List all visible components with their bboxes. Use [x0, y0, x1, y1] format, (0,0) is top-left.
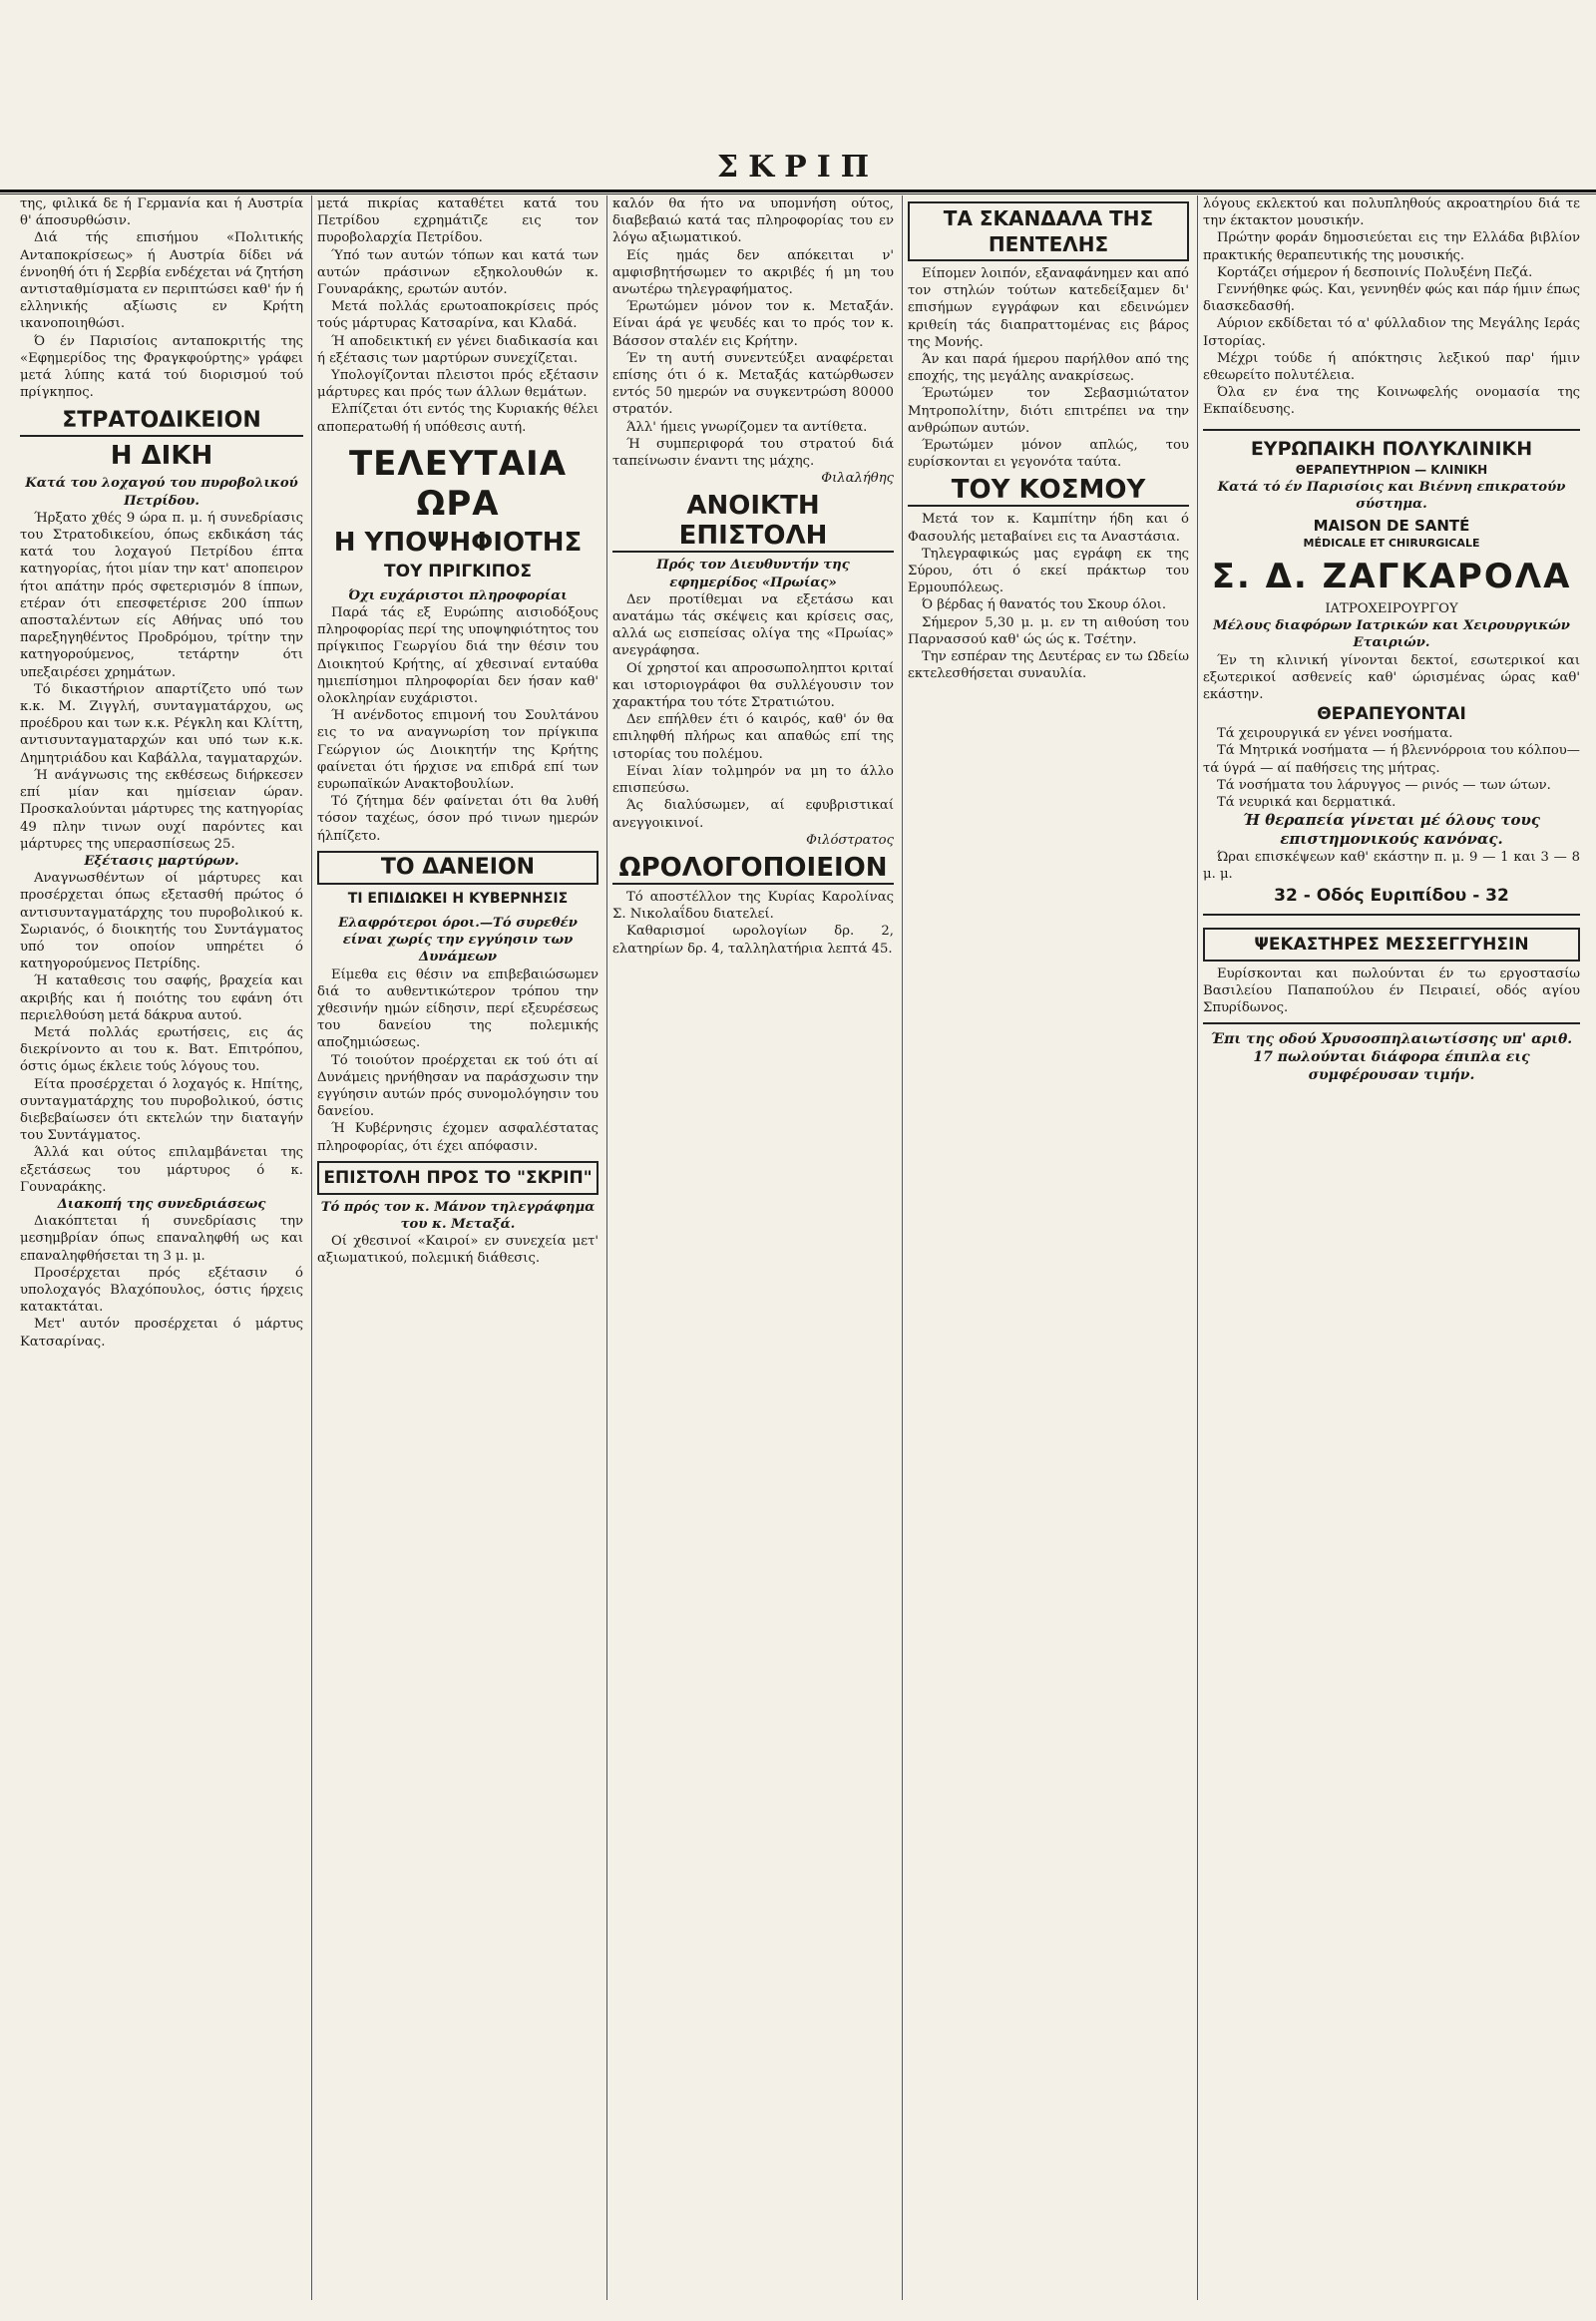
- paragraph: Δεν προτίθεμαι να εξετάσω και ανατάμω τάς σκέψεις και κρίσεις σας, αλλά ως εισπείσας ολίγα της «Πρωίας» ανεγράφησα.: [612, 591, 894, 659]
- ad-heading: ΨΕΚΑΣΤΗΡΕΣ ΜΕΣΣΕΓΓΥΗΣΙΝ: [1203, 928, 1580, 962]
- paragraph: Καθαρισμοί ωρολογίων δρ. 2, ελατηρίων δρ. 4, ταλληλατήρια λεπτά 45.: [612, 924, 894, 957]
- column-divider: [1197, 195, 1198, 2300]
- boxed-heading: ΤΑ ΣΚΑΝΔΑΛΑ ΤΗΣ ΠΕΝΤΕΛΗΣ: [908, 201, 1189, 261]
- paragraph: Ή αποδεικτική εν γένει διαδικασία και ή εξέτασις των μαρτύρων συνεχίζεται.: [317, 333, 598, 366]
- paragraph: Διακόπτεται ή συνεδρίασις την μεσημβρίαν όπως επαναληφθή ως και επαναληφθήσεται τη 3 μ. μ.: [20, 1214, 303, 1264]
- masthead-rule: [0, 190, 1596, 193]
- paragraph: Την εσπέραν της Δευτέρας εν τω Ωδείω εκτελεσθήσεται συναυλία.: [908, 649, 1189, 682]
- paragraph: Κορτάζει σήμερον ή δεσποινίς Πολυξένη Πεζά.: [1217, 264, 1533, 280]
- paragraph: Ύπό των αυτών τόπων και κατά των αυτών πράσινων εξηκολουθών κ. Γουναράκης, ερωτών αυτόν.: [317, 247, 598, 298]
- subheading: Τό πρός τον κ. Μάνον τηλεγράφημα του κ. Μεταξά.: [320, 1199, 596, 1232]
- paragraph: Ό έν Παρισίοις ανταποκριτής της «Εφημερίδος της Φραγκφούρτης» γράφει μετά λύπης κατά τού διορισμού τού πρίγκηπος.: [20, 333, 303, 401]
- subtitle: Κατά του λοχαγού του πυροβολικού Πετρίδου.: [25, 476, 298, 509]
- ad-french-subtitle: MÉDICALE ET CHIRURGICALE: [1303, 537, 1480, 551]
- headline: ΤΟΥ ΚΟΣΜΟΥ: [908, 475, 1189, 507]
- paragraph: Ή συμπεριφορά του στρατού διά ταπείνωσιν έναντι της μάχης.: [612, 436, 894, 470]
- column-4: [908, 195, 1189, 2300]
- paragraph: Είναι λίαν τολμηρόν να μη το άλλο επισπεύσω.: [612, 763, 894, 797]
- paragraph: Είπομεν λοιπόν, εξαναφάνημεν και από τον στηλών τούτων κατεδείξαμεν δι' επισήμων εγγράφων και εδεινώμεν κριθείη τάς διαπραττομένας εις βάρος της Μονής.: [908, 266, 1189, 350]
- paragraph: Άς διαλύσωμεν, αί εφυβριστικαί ανεγγοικινοί.: [612, 798, 894, 831]
- paragraph: Άν και παρά ήμερου παρήλθον από της εποχής, της μεγάλης ανακρίσεως.: [908, 352, 1189, 385]
- paragraph: Υπολογίζονται πλειστοι πρός εξέτασιν μάρτυρες και πρός των άλλων θεμάτων.: [317, 368, 598, 401]
- ad-heading: ΕΥΡΩΠΑΙΚΗ ΠΟΛΥΚΛΙΝΙΚΗ: [1250, 437, 1533, 460]
- masthead-title: ΣΚΡΙΠ: [716, 150, 880, 185]
- ad-emphasis: Ή θεραπεία γίνεται μέ όλους τους επιστημονικούς κανόνας.: [1242, 811, 1541, 849]
- boxed-heading: ΤΟ ΔΑΝΕΙΟΝ: [317, 851, 598, 885]
- paragraph: Ή καταθεσις του σαφής, βραχεία και ακριβής και ή ποιότης του εφάνη ότι περιελθούση μετά δάκρυα αυτού.: [20, 973, 303, 1023]
- paragraph: Είτα προσέρχεται ό λοχαγός κ. Ηπίτης, συνταγματάρχης του πυροβολικού, όστις διεβεβαίωσεν ότι εκτελών την διαταγήν του Συντάγματος.: [20, 1076, 303, 1144]
- column-divider: [311, 195, 312, 2300]
- ad-paragraph: Έν τη κλινική γίνονται δεκτοί, εσωτερικοί και εξωτερικοί ασθενείς καθ' ώρισμένας ώρας καθ' εκάστην.: [1203, 652, 1580, 703]
- paragraph: Ή ανένδοτος επιμονή του Σουλτάνου εις το να αναγνωρίση τον πρίγκιπα Γεώργιον ώς Διοικητήν της Κρήτης φαίνεται ότι ήρχισε να επιδρά επί των ευρωπαϊκών Ανακτοβουλίων.: [317, 708, 598, 793]
- ad-paragraph: Έπι της οδού Χρυσοσπηλαιωτίσσης υπ' αριθ. 17 πωλούνται διάφορα έπιπλα εις συμφέρουσαν τιμήν.: [1210, 1031, 1573, 1084]
- ad-french-title: MAISON DE SANTÉ: [1313, 517, 1470, 536]
- paragraph: Άλλά και ούτος επιλαμβάνεται της εξετάσεως του μάρτυρος ό κ. Γουναράκης.: [20, 1145, 303, 1195]
- advertisement-sprayers: [1203, 916, 1580, 1025]
- masthead-rule-thin: [0, 193, 1596, 194]
- ad-paragraph: Ευρίσκονται και πωλούνται έν τω εργοστασίω Βασιλείου Παπαπούλου έν Πειραιεί, οδός αγίου Σπυρίδωνος.: [1203, 966, 1580, 1016]
- paragraph: Τηλεγραφικώς μας εγράφη εκ της Σύρου, ότι ό εκεί πράκτωρ του Ερμουπόλεως.: [908, 546, 1189, 596]
- paragraph: Έρωτώμεν μόνον τον κ. Μεταξάν. Είναι άρά γε ψευδές και το πρός τον κ. Βάσσον σταλέν εις Κρήτην.: [612, 299, 894, 349]
- headline: ΩΡΟΛΟΓΟΠΟΙΕΙΟΝ: [612, 853, 894, 885]
- paragraph: Έν τη αυτή συνεντεύξει αναφέρεται επίσης ότι ό κ. Μεταξάς κατώρθωσεν εντός 50 ημερών να συγκεντρώση 80000 στρατόν.: [612, 350, 894, 418]
- ad-doctor-role: ΙΑΤΡΟΧΕΙΡΟΥΡΓΟΥ: [1325, 601, 1458, 617]
- paragraph: Δεν επήλθεν έτι ό καιρός, καθ' όν θα επιληφθή πλήρως και απαθώς επί της ιστορίας του πολέμου.: [612, 712, 894, 762]
- paragraph: Διά τής επισήμου «Πολιτικής Ανταποκρίσεως» ή Αυστρία δίδει νά έννοηθή ότι ή Σερβία ενδέχεται νά ζητήση αντισταθμίσματα εν περιπτώσει καθ' ήν ή ελληνικής αξίωσις εν Κρήτη ικανοποιηθώσι.: [20, 230, 303, 332]
- ad-address: 32 - Οδός Ευριπίδου - 32: [1274, 885, 1509, 906]
- paragraph: Μετ' αυτόν προσέρχεται ό μάρτυς Κατσαρίνας.: [20, 1317, 303, 1350]
- paragraph: καλόν θα ήτο να υπομνήση ούτος, διαβεβαιώ κατά τας πληροφορίας του εν λόγω αξιωματικού.: [612, 196, 894, 246]
- paragraph: της, φιλικά δε ή Γερμανία και ή Αυστρία θ' άποσυρθώσιν.: [20, 196, 303, 229]
- ad-doctor-name: Σ. Δ. ΖΑΓΚΑΡΟΛΑ: [1211, 557, 1572, 597]
- paragraph: Είμεθα εις θέσιν να επιβεβαιώσωμεν διά το αυθεντικώτερον τρόπου την χθεσινήν ημών είδησιν, περί εξευρέσεως του δανείου της πολεμικής αποζημιώσεως.: [317, 967, 598, 1051]
- signature: Φιλόστρατος: [806, 832, 894, 848]
- boxed-heading: ΕΠΙΣΤΟΛΗ ΠΡΟΣ ΤΟ "ΣΚΡΙΠ": [317, 1161, 598, 1195]
- signature: Φιλαλήθης: [821, 471, 894, 487]
- subheading: ΤΙ ΕΠΙΔΙΩΚΕΙ Η ΚΥΒΕΡΝΗΣΙΣ: [347, 890, 569, 907]
- paragraph: Αναγνωσθέντων οί μάρτυρες και προσέρχεται όπως εξετασθή πρώτος ό αντισυνταγματάρχης του πυροβολικού κ. Σωριανός, ό διοικητής του Συντάγματος υπό τον οποίον υπηρέτει ό κατηγορούμενος Πετρίδης.: [20, 871, 303, 972]
- paragraph: Είς ημάς δεν απόκειται ν' αμφισβητήσωμεν το ακριβές ή μη του ανωτέρω τηλεγραφήματος.: [612, 247, 894, 298]
- paragraph: Γεννήθηκε φώς. Και, γεννηθέν φώς και πάρ ήμιν έπως διασκεδασθή.: [1203, 282, 1580, 315]
- paragraph: Μετά τον κ. Καμπίτην ήδη και ό Φασουλής μεταβαίνει εις τα Αναστάσια.: [908, 512, 1189, 545]
- paragraph: Μετά πολλάς ερωτοαποκρίσεις πρός τούς μάρτυρας Κατσαρίνα, και Κλαδά.: [317, 299, 598, 332]
- paragraph: Σήμερον 5,30 μ. μ. εν τη αιθούση του Παρνασσού καθ' ώς ώς κ. Τσέτην.: [908, 614, 1189, 647]
- advertisement-clinic: [1203, 429, 1580, 916]
- paragraph: Έρωτώμεν τον Σεβασμιώτατον Μητροπολίτην, διότι επιτρέπει να την ανθρώπων αυτών.: [908, 386, 1189, 436]
- headline: ΤΕΛΕΥΤΑΙΑ ΩΡΑ: [348, 443, 568, 524]
- paragraph: Πρώτην φοράν δημοσιεύεται εις την Ελλάδα βιβλίον πρακτικής θεραπευτικής της μουσικής.: [1203, 230, 1580, 263]
- paragraph: Τό ζήτημα δέν φαίνεται ότι θα λυθή τόσον ταχέως, όσον πρό τινων ημερών ήλπίζετο.: [317, 794, 598, 844]
- ad-tagline: Κατά τό έν Παρισίοις και Βιέννη επικρατούν σύστημα.: [1217, 479, 1566, 512]
- headline: Η ΥΠΟΨΗΦΙΟΤΗΣ: [333, 527, 583, 558]
- paragraph: Αύριον εκδίδεται τό α' φύλλαδιον της Μεγάλης Ιεράς Ιστορίας.: [1203, 316, 1580, 349]
- ad-heading: ΘΕΡΑΠΕΥΟΝΤΑΙ: [1317, 704, 1466, 725]
- paragraph: Μέχρι τούδε ή απόκτησις λεξικού παρ' ήμιν εθεωρείτο πολυτέλεια.: [1203, 350, 1580, 384]
- subheading: Όχι ευχάριστοι πληροφορίαι: [348, 587, 568, 603]
- paragraph: Άλλ' ήμεις γνωρίζομεν τα αντίθετα.: [626, 419, 868, 435]
- paragraph: Τό δικαστήριον απαρτίζετο υπό των κ.κ. Μ. Ζιγγλή, συνταγματάρχου, ως προέδρου και των κ.κ. Ρέγκλη και Κλίττη, αντισυνταγματαρχών και υπό των κ.κ. Δημητριάδου και Καβάλλα, ταγματαρχών.: [20, 681, 303, 766]
- subheading: Διακοπή της συνεδριάσεως: [57, 1196, 266, 1212]
- subsection-heading: Η ΔΙΚΗ: [110, 441, 213, 472]
- paragraph: μετά πικρίας καταθέτει κατά του Πετρίδου εχρημάτιζε εις τον πυροβολαρχία Πετρίδου.: [317, 196, 598, 246]
- ad-paragraph: Ώραι επισκέψεων καθ' εκάστην π. μ. 9 — 1 και 3 — 8 μ. μ.: [1203, 850, 1580, 883]
- headline: ΑΝΟΙΚΤΗ ΕΠΙΣΤΟΛΗ: [612, 491, 894, 553]
- ad-doctor-membership: Μέλους διαφόρων Ιατρικών και Χειρουργικών Εταιριών.: [1213, 618, 1570, 651]
- paragraph: Ήρξατο χθές 9 ώρα π. μ. ή συνεδρίασις του Στρατοδικείου, όπως εκδικάση τάς κατά του λοχαγού Πετρίδου έπτα κατηγορίας, ήτοι μίαν την κατ' αποπειρον ήτοι απάτην πρός σφετερισμόν 8 ίππων, ετέραν ότι επεσφετέρισε 200 ίππων αποσταλέντων είς Αθήνας υπό του παρεξηγηθέντος Προδρόμου, τρίτην την κατηγορούμενος, τετάρτην ότι υπεξαιρέσει χρημάτων.: [20, 510, 303, 680]
- paragraph: Όλα εν ένα της Κοινωφελής ονομασία της Εκπαίδευσης.: [1203, 385, 1580, 418]
- ad-paragraph: Τά νοσήματα του λάρυγγος — ρινός — των ώτων.: [1217, 777, 1551, 793]
- column-1: [20, 195, 303, 2300]
- paragraph: Τό τοιούτον προέρχεται εκ τού ότι αί Δυνάμεις ηρνήθησαν να παράσχωσιν την εγγύησιν αυτών πρός συνομολόγησιν του δανείου.: [317, 1052, 598, 1120]
- paragraph: Παρά τάς εξ Ευρώπης αισιοδόξους πληροφορίας περί της υποψηφιότητος του πρίγκιπος Γεωργίου διά την θέσιν του Διοικητού Κρήτης, αί χθεσιναί ενταύθα ημιεπίσημοι πληροφορίαι δεν ήσαν καθ' ολοκληρίαν ευχάριστοι.: [317, 605, 598, 707]
- ad-paragraph: Τά Μητρικά νοσήματα — ή βλεννόρροια του κόλπου—τά ύγρά — αί παθήσεις της μήτρας.: [1203, 743, 1580, 776]
- column-3: [612, 195, 894, 2300]
- ad-subheading: ΘΕΡΑΠΕΥΤΗΡΙΟΝ — ΚΛΙΝΙΚΗ: [1295, 462, 1488, 477]
- paragraph: Οί χθεσινοί «Καιροί» εν συνεχεία μετ' αξιωματικού, πολεμική διάθεσις.: [317, 1234, 598, 1267]
- ad-paragraph: Τά νευρικά και δερματικά.: [1217, 795, 1396, 811]
- subheading: Ελαφρότεροι όροι.—Τό συρεθέν είναι χωρίς την εγγύησιν των Δυνάμεων: [338, 915, 578, 966]
- subheading: Εξέτασις μαρτύρων.: [84, 853, 239, 869]
- paragraph: Ή Κυβέρνησις έχομεν ασφαλέστατας πληροφορίας, ότι έχει απόφασιν.: [317, 1121, 598, 1154]
- column-2: [317, 195, 598, 2300]
- masthead: [0, 150, 1596, 190]
- paragraph: Ή ανάγνωσις της εκθέσεως διήρκεσεν επί μίαν και ημίσειαν ώραν. Προσκαλούνται μάρτυρες της κατηγορίας 49 πλην τινων ουχί παρόντες και μάρτυρες της υπερασπίσεως 25.: [20, 767, 303, 852]
- paragraph: Ό βέρδας ή θανατός του Σκουρ όλοι.: [922, 597, 1167, 613]
- paragraph: Μετά πολλάς ερωτήσεις, εις άς διεκρίνοντο αι του κ. Βατ. Επιτρόπου, όστις όμως έκλειε τούς λόγους του.: [20, 1024, 303, 1075]
- paragraph: Οί χρηστοί και απροσωποληπτοι κριταί και ιστοριογράφοι θα συλλέγουσιν τον χαρακτήρα του τότε Στρατιώτου.: [612, 660, 894, 711]
- subheading: Πρός τον Διευθυντήν της εφημερίδος «Πρωίας»: [656, 558, 850, 590]
- paragraph: Τό αποστέλλον της Κυρίας Καρολίνας Σ. Νικολαΐδου διατελεί.: [612, 889, 894, 923]
- paragraph: Έρωτώμεν μόνον απλώς, του ευρίσκονται ει γεγονότα ταύτα.: [908, 438, 1189, 471]
- column-divider: [606, 195, 607, 2300]
- column-divider: [902, 195, 903, 2300]
- paragraph: Ελπίζεται ότι εντός της Κυριακής θέλει αποπερατωθή ή υπόθεσις αυτή.: [317, 402, 598, 435]
- paragraph: Προσέρχεται πρός εξέτασιν ό υπολοχαγός Βλαχόπουλος, όστις ήρχεις κατακτάται.: [20, 1265, 303, 1316]
- headline: ΤΟΥ ΠΡΙΓΚΙΠΟΣ: [384, 561, 532, 581]
- ad-paragraph: Τά χειρουργικά εν γένει νοσήματα.: [1217, 726, 1453, 742]
- advertisement-furniture: [1203, 1024, 1580, 1090]
- section-heading: ΣΤΡΑΤΟΔΙΚΕΙΟΝ: [20, 407, 303, 437]
- column-5: [1203, 195, 1580, 2300]
- paragraph: λόγους εκλεκτού και πολυπληθούς ακροατηρίου διά τε την έκτακτον μουσικήν.: [1203, 196, 1580, 229]
